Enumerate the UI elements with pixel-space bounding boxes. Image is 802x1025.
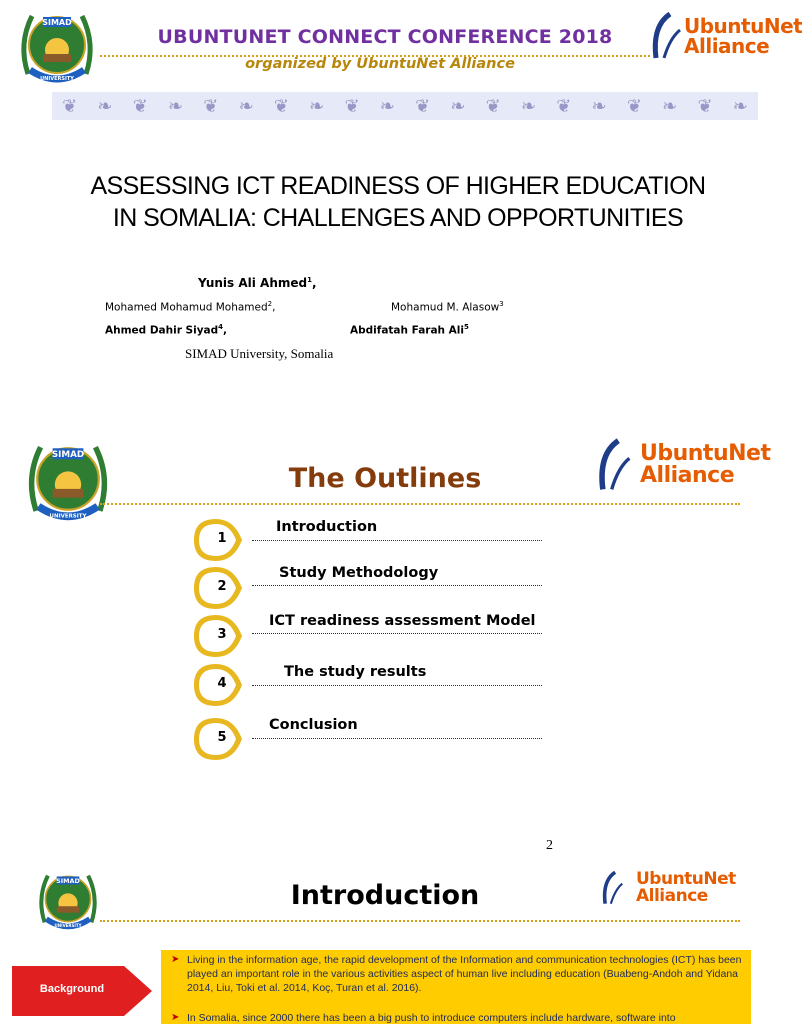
outline-underline xyxy=(252,585,542,586)
author-2: Mohamed Mohamud Mohamed$^2$, xyxy=(105,300,276,314)
outline-label: Study Methodology xyxy=(279,565,439,581)
background-text-box xyxy=(161,950,751,1024)
author-3: Mohamud M. Alasow$^3$ xyxy=(391,300,504,314)
university-logo-text: UNIVERSITY xyxy=(54,923,82,929)
outline-underline xyxy=(252,633,542,634)
university-logo-text: UNIVERSITY xyxy=(49,513,87,520)
background-label: Background xyxy=(39,983,105,995)
outlines-divider xyxy=(100,503,740,505)
ubuntunet-line1: UbuntuNet xyxy=(640,440,771,466)
author-4: Ahmed Dahir Siyad$^4$, xyxy=(105,323,228,337)
bullet-text: In Somalia, since 2000 there has been a big push to introduce computers include hardware, software into xyxy=(187,1012,676,1024)
outline-number: 1 xyxy=(217,531,227,546)
ubuntunet-line1: UbuntuNet xyxy=(684,13,802,38)
ubuntunet-swoosh-icon xyxy=(590,868,636,908)
outline-item-conclusion xyxy=(190,714,550,764)
outline-item-study-methodology xyxy=(190,563,550,613)
decorative-ornament-band: ❦ ❧ ❦ ❧ ❦ ❧ ❦ ❧ ❦ ❧ ❦ ❧ ❦ ❧ ❦ ❧ ❦ ❧ ❦ ❧ xyxy=(52,92,758,120)
outline-number: 4 xyxy=(217,676,227,691)
bullet-item xyxy=(171,1011,745,1025)
ubuntunet-alliance-logo xyxy=(590,434,770,496)
simad-university-logo xyxy=(16,4,98,91)
introduction-title: Introduction xyxy=(290,880,480,911)
ubuntunet-alliance-logo xyxy=(650,8,802,64)
outline-label: ICT readiness assessment Model xyxy=(269,613,536,629)
outline-item-ict-readiness-model xyxy=(190,611,550,661)
outline-underline xyxy=(252,685,542,686)
simad-university-logo xyxy=(16,866,120,937)
paper-title xyxy=(40,170,756,234)
ubuntunet-swoosh-icon xyxy=(590,434,640,496)
ubuntunet-swoosh-icon xyxy=(650,8,684,64)
outline-item-study-results xyxy=(190,660,550,710)
slide-page-number: 2 xyxy=(546,838,553,853)
author-1: Yunis Ali Ahmed$^1$, xyxy=(198,276,317,290)
conference-title: UBUNTUNET CONNECT CONFERENCE 2018 xyxy=(157,26,613,48)
paper-title-line1: ASSESSING ICT READINESS OF HIGHER EDUCATION xyxy=(90,172,706,200)
outline-label: The study results xyxy=(284,664,427,680)
ubuntunet-line2: Alliance xyxy=(636,886,708,906)
ubuntunet-line1: UbuntuNet xyxy=(636,868,736,889)
outline-item-introduction xyxy=(190,515,550,565)
arrow-bullet-icon: ➤ xyxy=(171,954,180,965)
title-slide xyxy=(0,0,802,400)
outline-number: 3 xyxy=(217,627,227,642)
bullet-item xyxy=(171,953,745,995)
ubuntunet-line2: Alliance xyxy=(640,463,735,488)
organizer-subtitle: organized by UbuntuNet Alliance xyxy=(245,56,515,72)
simad-logo-text: SIMAD xyxy=(42,18,72,27)
ubuntunet-alliance-logo xyxy=(590,868,736,908)
simad-logo-text: SIMAD xyxy=(51,450,85,461)
outline-underline xyxy=(252,738,542,739)
outline-number: 2 xyxy=(217,579,227,594)
university-logo-text: UNIVERSITY xyxy=(40,76,74,82)
simad-university-logo xyxy=(16,434,120,529)
outline-label: Conclusion xyxy=(269,717,358,733)
outline-number: 5 xyxy=(217,730,227,745)
author-5: Abdifatah Farah Ali$^5$ xyxy=(350,323,469,337)
arrow-bullet-icon: ➤ xyxy=(171,1012,180,1023)
simad-logo-text: SIMAD xyxy=(56,876,80,885)
paper-title-line2: IN SOMALIA: CHALLENGES AND OPPORTUNITIES xyxy=(112,204,684,232)
introduction-divider xyxy=(100,920,740,922)
affiliation: SIMAD University, Somalia xyxy=(185,346,334,361)
ubuntunet-line2: Alliance xyxy=(684,34,770,58)
outline-label: Introduction xyxy=(276,519,378,535)
outline-underline xyxy=(252,540,542,541)
bullet-text: Living in the information age, the rapid development of the Information and communication technologies (ICT) has been played an important role in the various activities aspect of human live including education (Buabeng-Andoh and Yidana 2014, Liu, Toki et al. 2014, Koç, Turan et al. 2016). xyxy=(187,954,742,994)
outlines-title: The Outlines xyxy=(288,463,482,494)
